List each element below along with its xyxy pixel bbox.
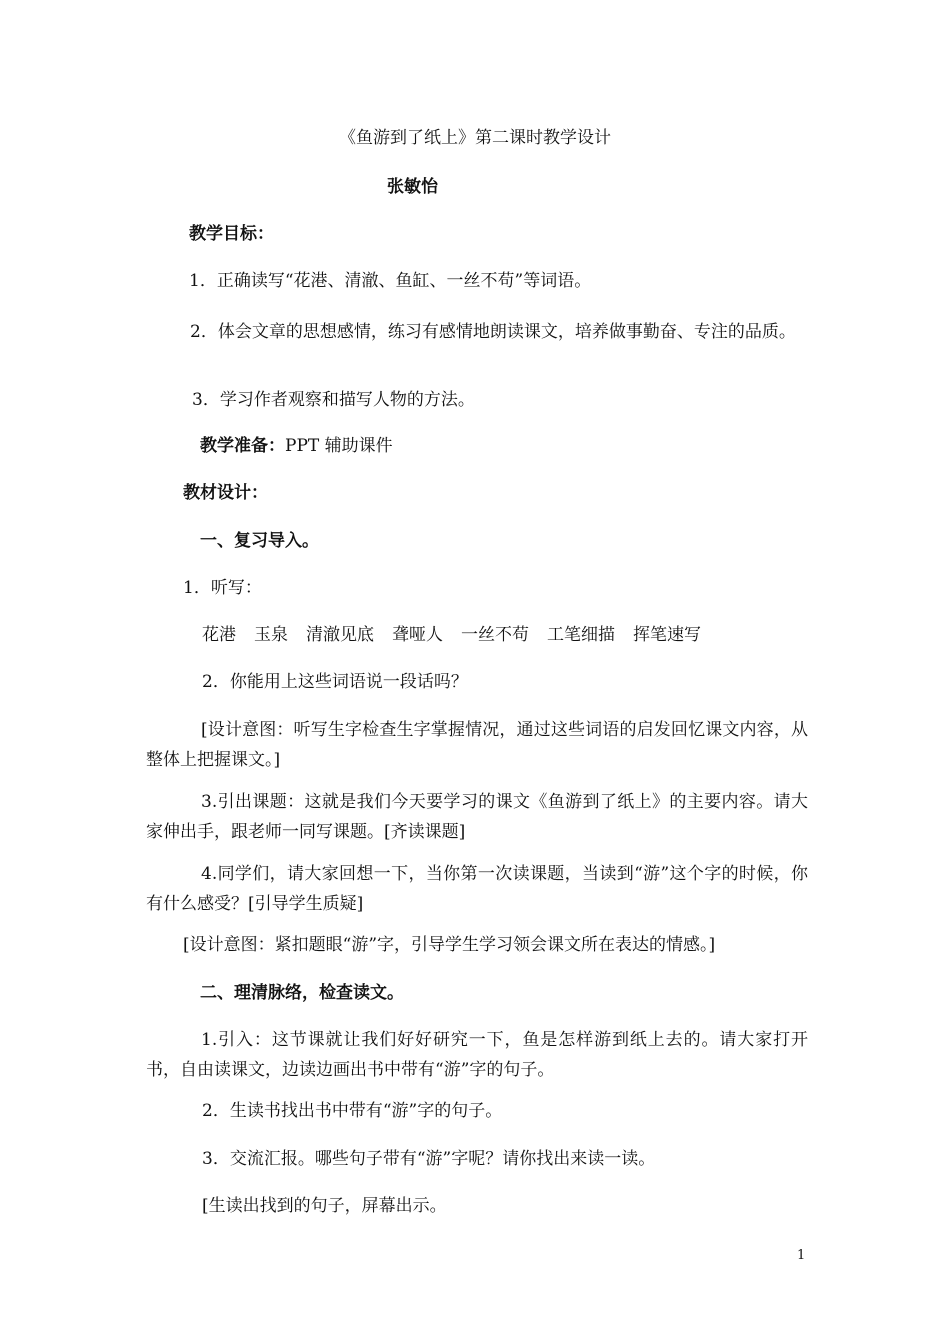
section-1-item-3: 3.引出课题：这就是我们今天要学习的课文《鱼游到了纸上》的主要内容。请大家伸出手，跟老师一同写课题。[齐读课题] [146, 792, 808, 842]
section-1-item-2: 2．你能用上这些词语说一段话吗？ [202, 672, 468, 692]
section-1-intent-1: [设计意图：听写生字检查生字掌握情况，通过这些词语的启发回忆课文内容，从整体上把握课文。] [146, 720, 808, 770]
dictation-word: 聋哑人 [392, 625, 443, 645]
section-2-item-2: 2．生读书找出书中带有“游”字的句子。 [202, 1101, 503, 1121]
section-2-heading: 二、理清脉络，检查读文。 [200, 983, 404, 1003]
dictation-word: 清澈见底 [306, 625, 374, 645]
preparation-line [200, 435, 393, 457]
section-2-item-1: 1.引入：这节课就让我们好好研究一下，鱼是怎样游到纸上去的。请大家打开书，自由读课文，边读边画出书中带有“游”字的句子。 [146, 1030, 808, 1080]
design-heading: 教材设计： [183, 483, 268, 503]
dictation-word: 玉泉 [254, 625, 288, 645]
preparation-label: 教学准备： [200, 436, 285, 456]
section-2-item-3: 3．交流汇报。哪些句子带有“游”字呢？请你找出来读一读。 [202, 1149, 656, 1169]
section-1-item-1: 1．听写： [183, 578, 262, 598]
dictation-word: 工笔细描 [547, 625, 615, 645]
goal-2: 2．体会文章的思想感情，练习有感情地朗读课文，培养做事勤奋、专注的品质。 [190, 322, 796, 342]
dictation-word: 一丝不苟 [461, 625, 529, 645]
page-number: 1 [797, 1248, 806, 1263]
section-1-heading: 一、复习导入。 [200, 531, 319, 551]
section-1-item-4: 4.同学们，请大家回想一下，当你第一次读课题，当读到“游”这个字的时候，你有什么感受？[引导学生质疑] [146, 864, 808, 914]
section-2-item-4: [生读出找到的句子，屏幕出示。 [202, 1196, 447, 1216]
dictation-word-list [202, 624, 719, 646]
dictation-word: 花港 [202, 625, 236, 645]
goal-1: 1．正确读写“花港、清澈、鱼缸、一丝不苟”等词语。 [189, 271, 592, 291]
author-name: 张敏怡 [387, 177, 438, 197]
document-title: 《鱼游到了纸上》第二课时教学设计 [339, 128, 611, 148]
dictation-word: 挥笔速写 [633, 625, 701, 645]
goal-3: 3．学习作者观察和描写人物的方法。 [192, 390, 475, 410]
preparation-value: PPT 辅助课件 [285, 436, 393, 456]
section-1-intent-2: [设计意图：紧扣题眼“游”字，引导学生学习领会课文所在表达的情感。] [183, 935, 716, 955]
goals-heading: 教学目标： [189, 224, 274, 244]
